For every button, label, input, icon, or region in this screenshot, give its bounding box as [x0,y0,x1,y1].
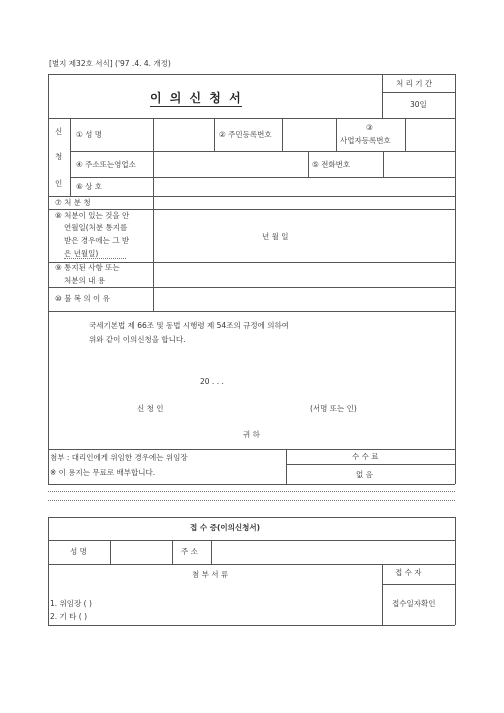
title-underline [150,106,242,107]
frame-top [48,74,455,75]
statement-sign: (서명 또는 인) [310,404,357,413]
receipt-item1: 1. 위임장 ( ) [50,599,92,608]
receipt-attach-label: 첨 부 서 류 [192,570,229,579]
receipt-name-label: 성 명 [70,547,87,556]
trade-name-label: ⑥ 상 호 [76,182,102,191]
processing-value: 30일 [410,100,427,109]
applicant-label-3: 인 [55,179,63,188]
date-label-l4: 은 년월일) [64,249,99,258]
date-confirm-label: 접수일자확인 [392,599,436,608]
frame-right [455,74,456,484]
fee-value: 없 음 [356,470,373,479]
form-code: [별지 제32호 서식] ('97 .4. 4. 개정) [49,59,171,68]
date-label-l3: 받은 경우에는 그 받 [64,236,130,245]
statement-date: 20 . . . [200,377,224,386]
statement-to: 귀 하 [243,430,260,439]
notice-label-l1: ⑨ 통지된 사항 또는 [55,263,120,272]
receiver-label: 접 수 자 [395,568,422,577]
applicant-label-2: 청 [55,152,63,161]
form-title: 이 의 신 청 서 [150,91,243,105]
statement-line1: 국세기본법 제 66조 및 동법 시행령 제 54조의 규정에 의하여 [89,321,289,330]
footer-note1: 첨부 : 대리인에게 위임한 경우에는 위임장 [50,453,188,462]
cut-line-1 [48,491,455,492]
receipt-title: 접 수 증(이의신청서) [190,523,261,532]
frame-left [48,74,49,484]
date-label-l2: 연월일(처분 통지를 [64,223,128,232]
processing-label: 처 리 기 간 [396,79,433,88]
biz-no-num: ③ [366,123,373,132]
applicant-label-1: 신 [55,127,63,136]
biz-no-label: 사업자등록번호 [340,136,391,145]
receipt-item2: 2. 기 타 ( ) [50,612,88,621]
statement-line2: 위와 같이 이의신청을 합니다. [89,335,186,344]
date-value: 년 월 일 [262,232,289,241]
notice-label-l2: 처분의 내 용 [64,276,105,285]
address-label: ④ 주소또는영업소 [76,160,136,169]
statement-applicant: 신 청 인 [137,404,164,413]
receipt-address-label: 주 소 [181,547,198,556]
footer-note2: ※ 이 용지는 무료로 배부합니다. [50,468,156,477]
resident-no-label: ② 주민등록번호 [219,130,272,139]
cut-line-2 [48,500,455,501]
fee-label: 수 수 료 [352,452,379,461]
authority-label: ⑦ 처 분 청 [55,198,91,207]
name-label: ① 성 명 [76,130,102,139]
phone-label: ⑤ 전화번호 [312,160,351,169]
date-label-l1: ⑧ 처분이 있는 것을 안 [55,211,130,220]
reason-label: ⑩ 불 복 의 이 유 [55,294,110,303]
